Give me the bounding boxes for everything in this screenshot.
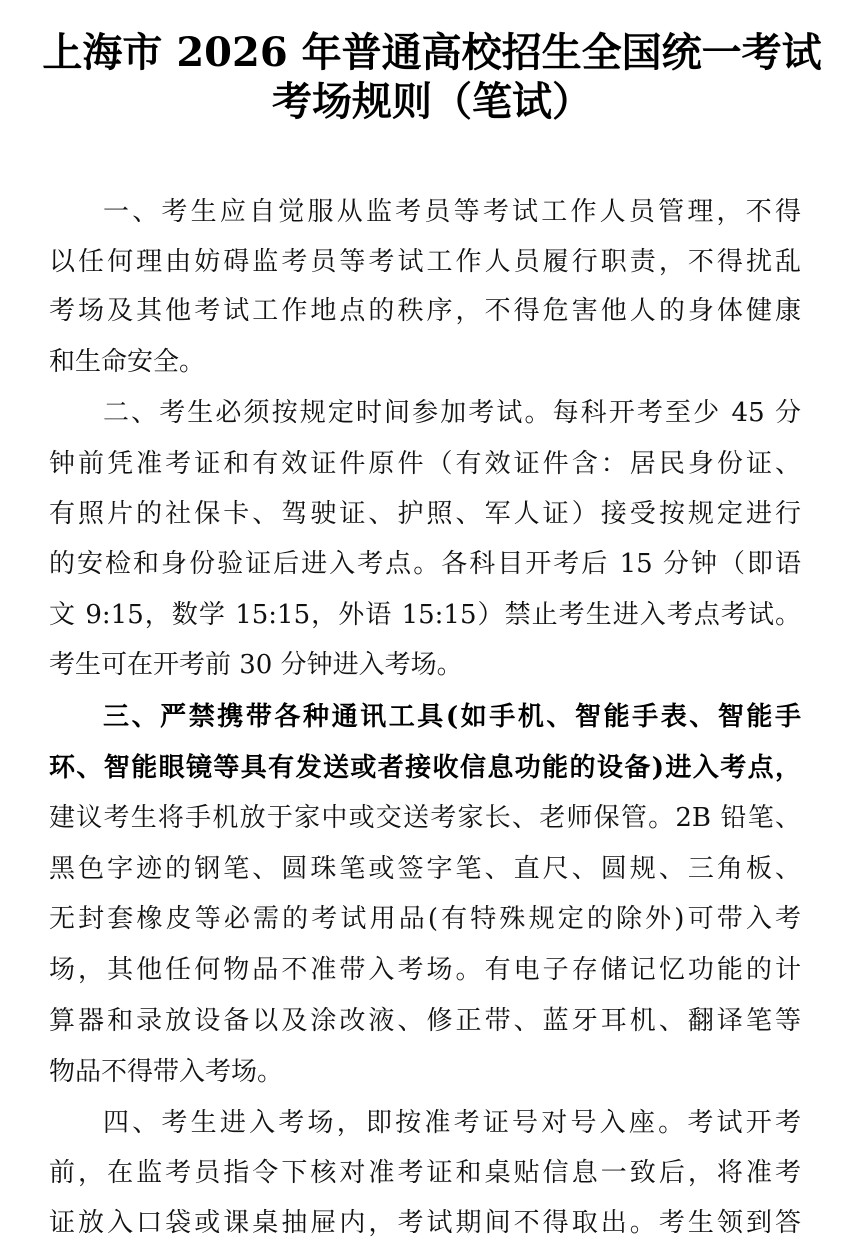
rule-2-line-1: 二、考生必须按规定时间参加考试。每科开考至少 45 分 xyxy=(103,398,801,428)
rule-3-line-5: 无封套橡皮等必需的考试用品(有特殊规定的除外)可带入考 xyxy=(49,904,801,934)
rule-1-line-4: 和生命安全。 xyxy=(49,347,206,377)
rule-4-line-1: 四、考生进入考场，即按准考证号对号入座。考试开考 xyxy=(103,1108,801,1138)
rule-1-line-1: 一、考生应自觉服从监考员等考试工作人员管理，不得 xyxy=(103,197,801,227)
rule-3-line-7: 算器和录放设备以及涂改液、修正带、蓝牙耳机、翻译笔等 xyxy=(49,1006,801,1036)
rule-2-line-4: 的安检和身份验证后进入考点。各科目开考后 15 分钟（即语 xyxy=(49,549,801,579)
rule-3-line-6: 场，其他任何物品不准带入考场。有电子存储记忆功能的计 xyxy=(49,955,801,985)
document-title-line-2: 考场规则（笔试） xyxy=(272,78,592,125)
rule-2-line-6: 考生可在开考前 30 分钟进入考场。 xyxy=(49,650,463,680)
rule-1-line-2: 以任何理由妨碍监考员等考试工作人员履行职责，不得扰乱 xyxy=(49,247,801,277)
rule-3-line-4: 黑色字迹的钢笔、圆珠笔或签字笔、直尺、圆规、三角板、 xyxy=(49,854,801,884)
rule-4-line-3: 证放入口袋或课桌抽屉内，考试期间不得取出。考生领到答 xyxy=(49,1208,801,1238)
rule-3-line-8: 物品不得带入考场。 xyxy=(49,1057,284,1087)
rule-3-line-1: 三、严禁携带各种通讯工具(如手机、智能手表、智能手 xyxy=(103,702,801,732)
rule-3-line-3: 建议考生将手机放于家中或交送考家长、老师保管。2B 铅笔、 xyxy=(49,803,801,833)
rule-2-line-2: 钟前凭准考证和有效证件原件（有效证件含：居民身份证、 xyxy=(49,449,801,479)
rule-1-line-3: 考场及其他考试工作地点的秩序，不得危害他人的身体健康 xyxy=(49,296,801,326)
rule-2-line-3: 有照片的社保卡、驾驶证、护照、军人证）接受按规定进行 xyxy=(49,499,801,529)
rule-2-line-5: 文 9:15，数学 15:15，外语 15:15）禁止考生进入考点考试。 xyxy=(49,600,801,630)
document-title-line-1: 上海市 2026 年普通高校招生全国统一考试 xyxy=(42,29,822,76)
rule-3-line-2: 环、智能眼镜等具有发送或者接收信息功能的设备)进入考点， xyxy=(49,753,801,783)
rule-4-line-2: 前，在监考员指令下核对准考证和桌贴信息一致后，将准考 xyxy=(49,1158,801,1188)
